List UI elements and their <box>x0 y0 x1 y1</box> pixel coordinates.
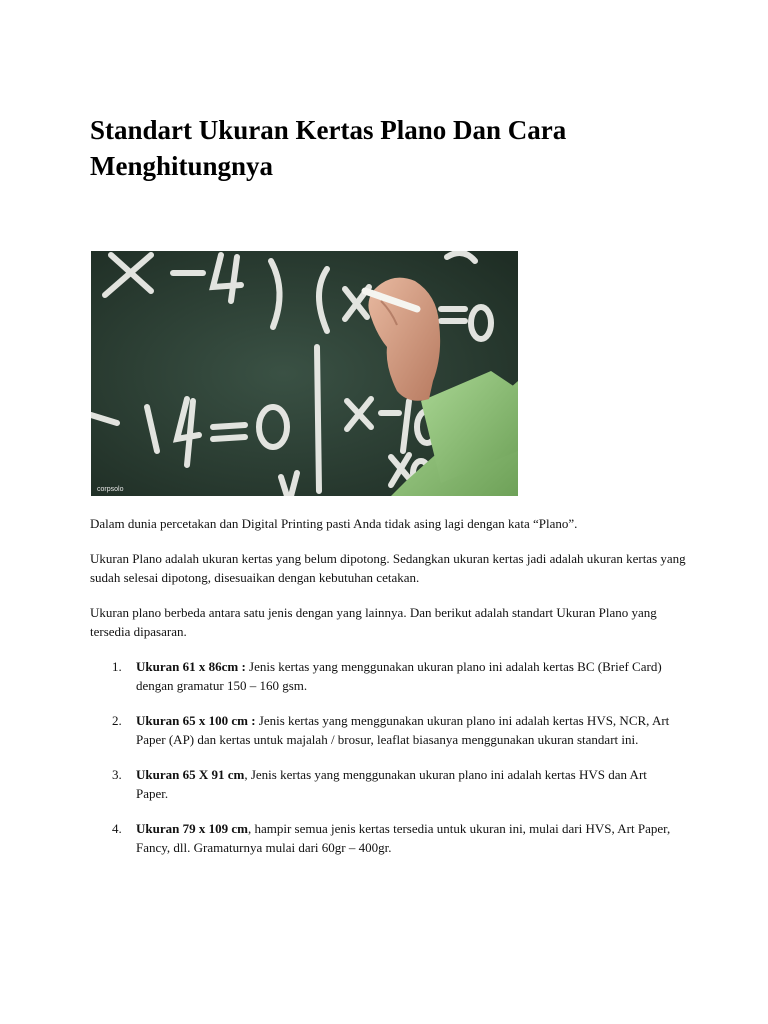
list-item-text: Jenis kertas yang menggunakan ukuran plano ini adalah kertas HVS, NCR, Art Paper (AP) dan kertas untuk majalah / brosur, leaflat biasanya menggunakan ukuran standart ini. <box>136 713 670 747</box>
list-item-size-label: Ukuran 79 x 109 cm <box>136 821 248 836</box>
image-watermark: corpsolo <box>97 486 124 493</box>
list-item-number: 2. <box>112 713 122 728</box>
list-intro-paragraph: Ukuran plano berbeda antara satu jenis dengan yang lainnya. Dan berikut adalah standart Ukuran Plano yang tersedia dipasaran. <box>90 605 657 639</box>
chalkboard-photo <box>91 251 518 496</box>
intro-paragraph: Dalam dunia percetakan dan Digital Printing pasti Anda tidak asing lagi dengan kata “Plano”. <box>90 516 578 531</box>
plano-size-list <box>90 657 680 873</box>
list-item <box>90 819 680 857</box>
list-item-size-label: Ukuran 65 x 100 cm : <box>136 713 256 728</box>
list-item-text: , hampir semua jenis kertas tersedia untuk ukuran ini, mulai dari HVS, Art Paper, Fancy, dll. Gramaturnya mulai dari 60gr – 400gr. <box>136 821 671 855</box>
list-item-number: 3. <box>112 767 122 782</box>
list-item-text: , Jenis kertas yang menggunakan ukuran plano ini adalah kertas HVS dan Art Paper. <box>136 767 647 801</box>
list-item-size-label: Ukuran 61 x 86cm : <box>136 659 246 674</box>
list-item-size-label: Ukuran 65 X 91 cm <box>136 767 245 782</box>
list-item-number: 1. <box>112 659 122 674</box>
list-item <box>90 765 680 803</box>
page-title: Standart Ukuran Kertas Plano Dan Cara Menghitungnya <box>90 115 567 181</box>
list-item <box>90 711 680 749</box>
definition-paragraph: Ukuran Plano adalah ukuran kertas yang belum dipotong. Sedangkan ukuran kertas jadi adalah ukuran kertas yang sudah selesai dipotong, disesuaikan dengan kebutuhan cetakan. <box>90 551 686 585</box>
list-item-number: 4. <box>112 821 122 836</box>
list-item-text: Jenis kertas yang menggunakan ukuran plano ini adalah kertas BC (Brief Card) dengan gramatur 150 – 160 gsm. <box>136 659 662 693</box>
list-item <box>90 657 680 695</box>
